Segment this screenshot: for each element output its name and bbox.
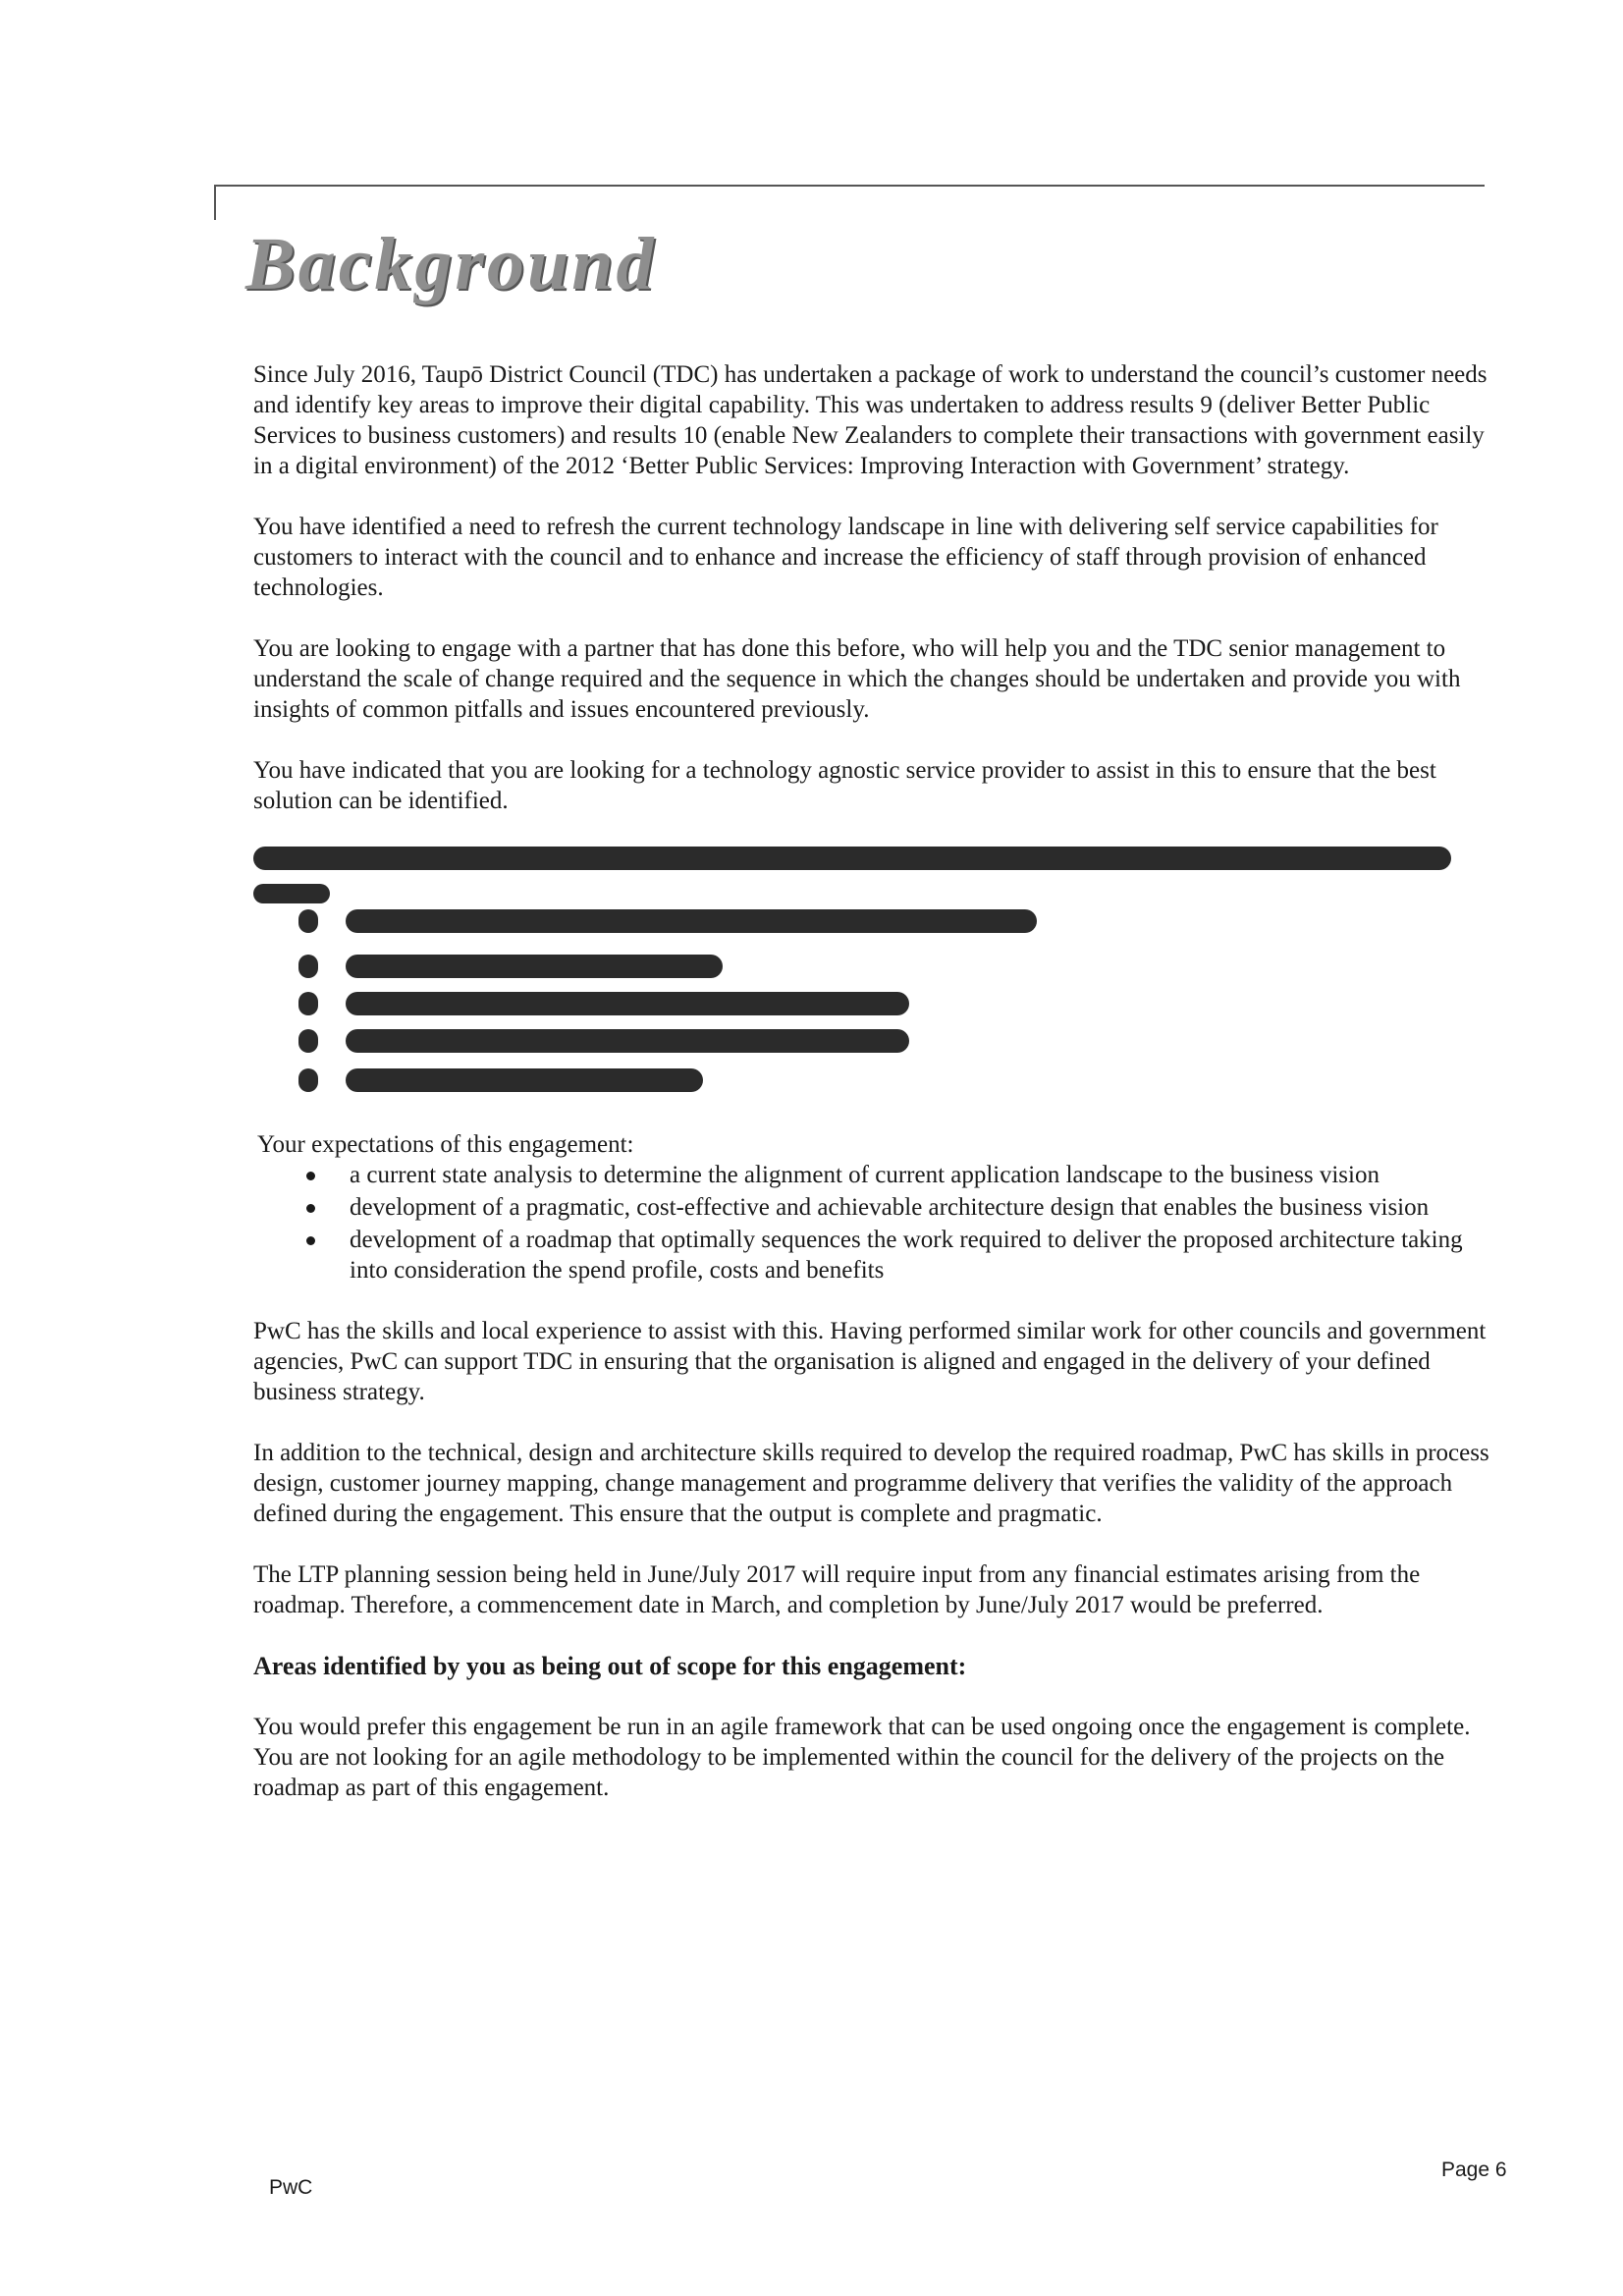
footer-page-number: Page 6 bbox=[1441, 2159, 1507, 2181]
paragraph-ltp: The LTP planning session being held in June/July 2017 will require input from any financial estimates arising from the roadmap. Therefore, a commencement date in March, and completion by June/July 2017 would be preferred. bbox=[253, 1561, 1421, 1618]
bullet-icon bbox=[306, 1236, 315, 1245]
redaction-bullet bbox=[298, 1029, 318, 1053]
list-item bbox=[350, 1192, 1492, 1223]
header-rule-corner bbox=[214, 185, 216, 220]
list-item-text: a current state analysis to determine the alignment of current application landscape to the business vision bbox=[350, 1162, 1380, 1188]
paragraph-partner: You are looking to engage with a partner that has done this before, who will help you and the TDC senior management to understand the scale of change required and the sequence in which the changes should be undertaken and provide you with insights of common pitfalls and issues encountered previously. bbox=[253, 635, 1461, 723]
bullet-icon bbox=[306, 1204, 315, 1213]
scope-heading: Areas identified by you as being out of scope for this engagement: bbox=[253, 1652, 967, 1680]
paragraph-additional-skills: In addition to the technical, design and architecture skills required to develop the required roadmap, PwC has skills in process design, customer journey mapping, change management and programme delivery that verifies the validity of the approach defined during the engagement. This ensure that the output is complete and pragmatic. bbox=[253, 1440, 1489, 1527]
expectations-intro: Your expectations of this engagement: bbox=[257, 1131, 634, 1158]
paragraph-agnostic: You have indicated that you are looking for a technology agnostic service provider to assist in this to ensure that the best solution can be identified. bbox=[253, 757, 1436, 814]
page-title: Background bbox=[245, 223, 657, 305]
redaction-bullet bbox=[298, 909, 318, 933]
footer-company: PwC bbox=[269, 2176, 313, 2199]
list-item bbox=[350, 1225, 1492, 1285]
redacted-block bbox=[253, 847, 1492, 1102]
redaction-bar bbox=[253, 884, 330, 903]
paragraph-scope: You would prefer this engagement be run in an agile framework that can be used ongoing once the engagement is complete. You are not looking for an agile methodology to be implemented within the council for the delivery of the projects on the roadmap as part of this engagement. bbox=[253, 1714, 1471, 1801]
header-rule bbox=[214, 185, 1485, 187]
list-item bbox=[350, 1160, 1492, 1190]
list-item-text: development of a pragmatic, cost-effective and achievable architecture design that enables the business vision bbox=[350, 1194, 1430, 1221]
paragraph-pwc-skills: PwC has the skills and local experience to assist with this. Having performed similar work for other councils and government agencies, PwC can support TDC in ensuring that the organisation is aligned and engaged in the delivery of your defined business strategy. bbox=[253, 1318, 1487, 1405]
paragraph-intro: Since July 2016, Taupō District Council (TDC) has undertaken a package of work to understand the council’s customer needs and identify key areas to improve their digital capability. This was undertaken to address results 9 (deliver Better Public Services to business customers) and results 10 (enable New Zealanders to complete their transactions with government easily in a digital environment) of the 2012 ‘Better Public Services: Improving Interaction with Government’ strategy. bbox=[253, 361, 1488, 479]
redaction-bar bbox=[346, 992, 909, 1015]
redaction-bar bbox=[346, 955, 723, 978]
redaction-bar bbox=[346, 909, 1037, 933]
expectations-list bbox=[253, 1160, 1492, 1285]
redaction-bullet bbox=[298, 1068, 318, 1092]
document-body bbox=[253, 359, 1492, 1833]
redaction-bar bbox=[346, 1029, 909, 1053]
list-item-text: development of a roadmap that optimally sequences the work required to deliver the proposed architecture taking into consideration the spend profile, costs and benefits bbox=[350, 1227, 1463, 1284]
paragraph-need: You have identified a need to refresh the current technology landscape in line with delivering self service capabilities for customers to interact with the council and to enhance and increase the efficiency of staff through provision of enhanced technologies. bbox=[253, 514, 1438, 601]
redaction-bar bbox=[253, 847, 1451, 870]
redaction-bullet bbox=[298, 992, 318, 1015]
bullet-icon bbox=[306, 1172, 315, 1180]
redaction-bar bbox=[346, 1068, 703, 1092]
redaction-bullet bbox=[298, 955, 318, 978]
